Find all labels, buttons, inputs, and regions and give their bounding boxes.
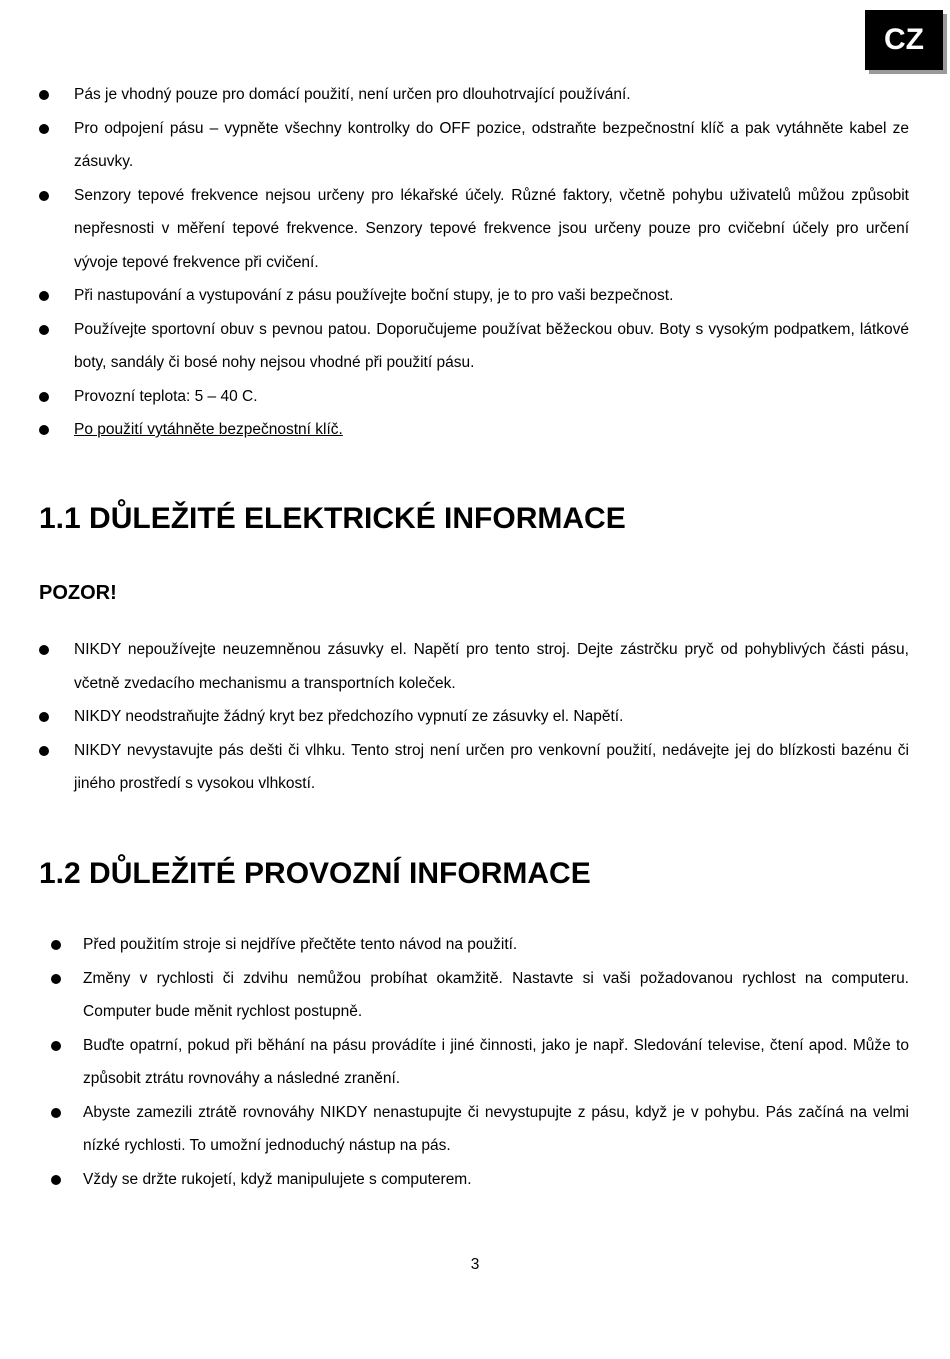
- list-item: [74, 78, 909, 112]
- bullet-icon: [39, 291, 49, 301]
- list-item-text: NIKDY neodstraňujte žádný kryt bez předchozího vypnutí ze zásuvky el. Napětí.: [74, 708, 624, 725]
- bullet-icon: [39, 712, 49, 722]
- list-item-text: Po použití vytáhněte bezpečnostní klíč.: [74, 421, 343, 438]
- list-item: [83, 928, 909, 962]
- bullet-icon: [51, 1041, 61, 1051]
- list-item: [74, 633, 909, 700]
- bullet-icon: [39, 392, 49, 402]
- list-item: [74, 380, 909, 414]
- bullet-icon: [39, 425, 49, 435]
- list-item-text: Před použitím stroje si nejdříve přečtěte tento návod na použití.: [83, 936, 518, 953]
- intro-bullet-list: [0, 78, 950, 447]
- electrical-bullet-list: [0, 633, 950, 801]
- list-item-text: NIKDY nepoužívejte neuzemněnou zásuvky el. Napětí pro tento stroj. Dejte zástrčku pryč od pohyblivých části pásu, včetně zvedacího mechanismu a transportních koleček.: [74, 641, 909, 692]
- warning-label: POZOR!: [39, 582, 117, 604]
- bullet-icon: [39, 124, 49, 134]
- bullet-icon: [51, 1175, 61, 1185]
- list-item: [74, 413, 909, 447]
- bullet-icon: [39, 645, 49, 655]
- list-item-text: Změny v rychlosti či zdvihu nemůžou probíhat okamžitě. Nastavte si vaši požadovanou rychlost na computeru. Computer bude měnit rychlost postupně.: [83, 969, 909, 1020]
- list-item: [74, 179, 909, 280]
- bullet-icon: [39, 191, 49, 201]
- list-item: [74, 734, 909, 801]
- list-item-text: Abyste zamezili ztrátě rovnováhy NIKDY nenastupujte či nevystupujte z pásu, když je v pohybu. Pás začíná na velmi nízké rychlosti. To umožní jednoduchý nástup na pás.: [83, 1103, 909, 1154]
- bullet-icon: [39, 90, 49, 100]
- section-heading-operating: 1.2 DŮLEŽITÉ PROVOZNÍ INFORMACE: [39, 857, 591, 890]
- list-item: [74, 700, 909, 734]
- list-item-text: Pás je vhodný pouze pro domácí použití, není určen pro dlouhotrvající používání.: [74, 86, 631, 103]
- bullet-icon: [51, 1108, 61, 1118]
- list-item-text: Senzory tepové frekvence nejsou určeny pro lékařské účely. Různé faktory, včetně pohybu uživatelů můžou způsobit nepřesnosti v měření tepové frekvence. Senzory tepové frekvence jsou určeny pouze pro cvičební účely pro určení vývoje tepové frekvence při cvičení.: [74, 186, 909, 271]
- bullet-icon: [51, 974, 61, 984]
- bullet-icon: [39, 746, 49, 756]
- operating-bullet-list: [0, 928, 950, 1196]
- section-heading-electrical: 1.1 DŮLEŽITÉ ELEKTRICKÉ INFORMACE: [39, 502, 626, 535]
- list-item-text: NIKDY nevystavujte pás dešti či vlhku. Tento stroj není určen pro venkovní použití, nedávejte jej do blízkosti bazénu či jiného prostředí s vysokou vlhkostí.: [74, 741, 909, 792]
- list-item-text: Vždy se držte rukojetí, když manipulujete s computerem.: [83, 1170, 472, 1188]
- language-badge: CZ: [865, 10, 943, 70]
- list-item-text: Při nastupování a vystupování z pásu používejte boční stupy, je to pro vaši bezpečnost.: [74, 287, 674, 304]
- list-item: [83, 1029, 909, 1096]
- list-item: [83, 962, 909, 1029]
- list-item-text: Pro odpojení pásu – vypněte všechny kontrolky do OFF pozice, odstraňte bezpečnostní klíč a pak vytáhněte kabel ze zásuvky.: [74, 119, 909, 170]
- list-item: [83, 1096, 909, 1163]
- page-number: 3: [470, 1256, 480, 1273]
- bullet-icon: [39, 325, 49, 335]
- list-item: [74, 279, 909, 313]
- list-item-text: Provozní teplota: 5 – 40 C.: [74, 387, 258, 405]
- list-item: [83, 1163, 909, 1197]
- list-item: [74, 112, 909, 179]
- list-item-text: Buďte opatrní, pokud při běhání na pásu provádíte i jiné činnosti, jako je např. Sledování televise, čtení apod. Může to způsobit ztrátu rovnováhy a následné zranění.: [83, 1036, 909, 1087]
- list-item: [74, 313, 909, 380]
- bullet-icon: [51, 940, 61, 950]
- list-item-text: Používejte sportovní obuv s pevnou patou. Doporučujeme používat běžeckou obuv. Boty s vysokým podpatkem, látkové boty, sandály či bosé nohy nejsou vhodné při použití pásu.: [74, 320, 909, 371]
